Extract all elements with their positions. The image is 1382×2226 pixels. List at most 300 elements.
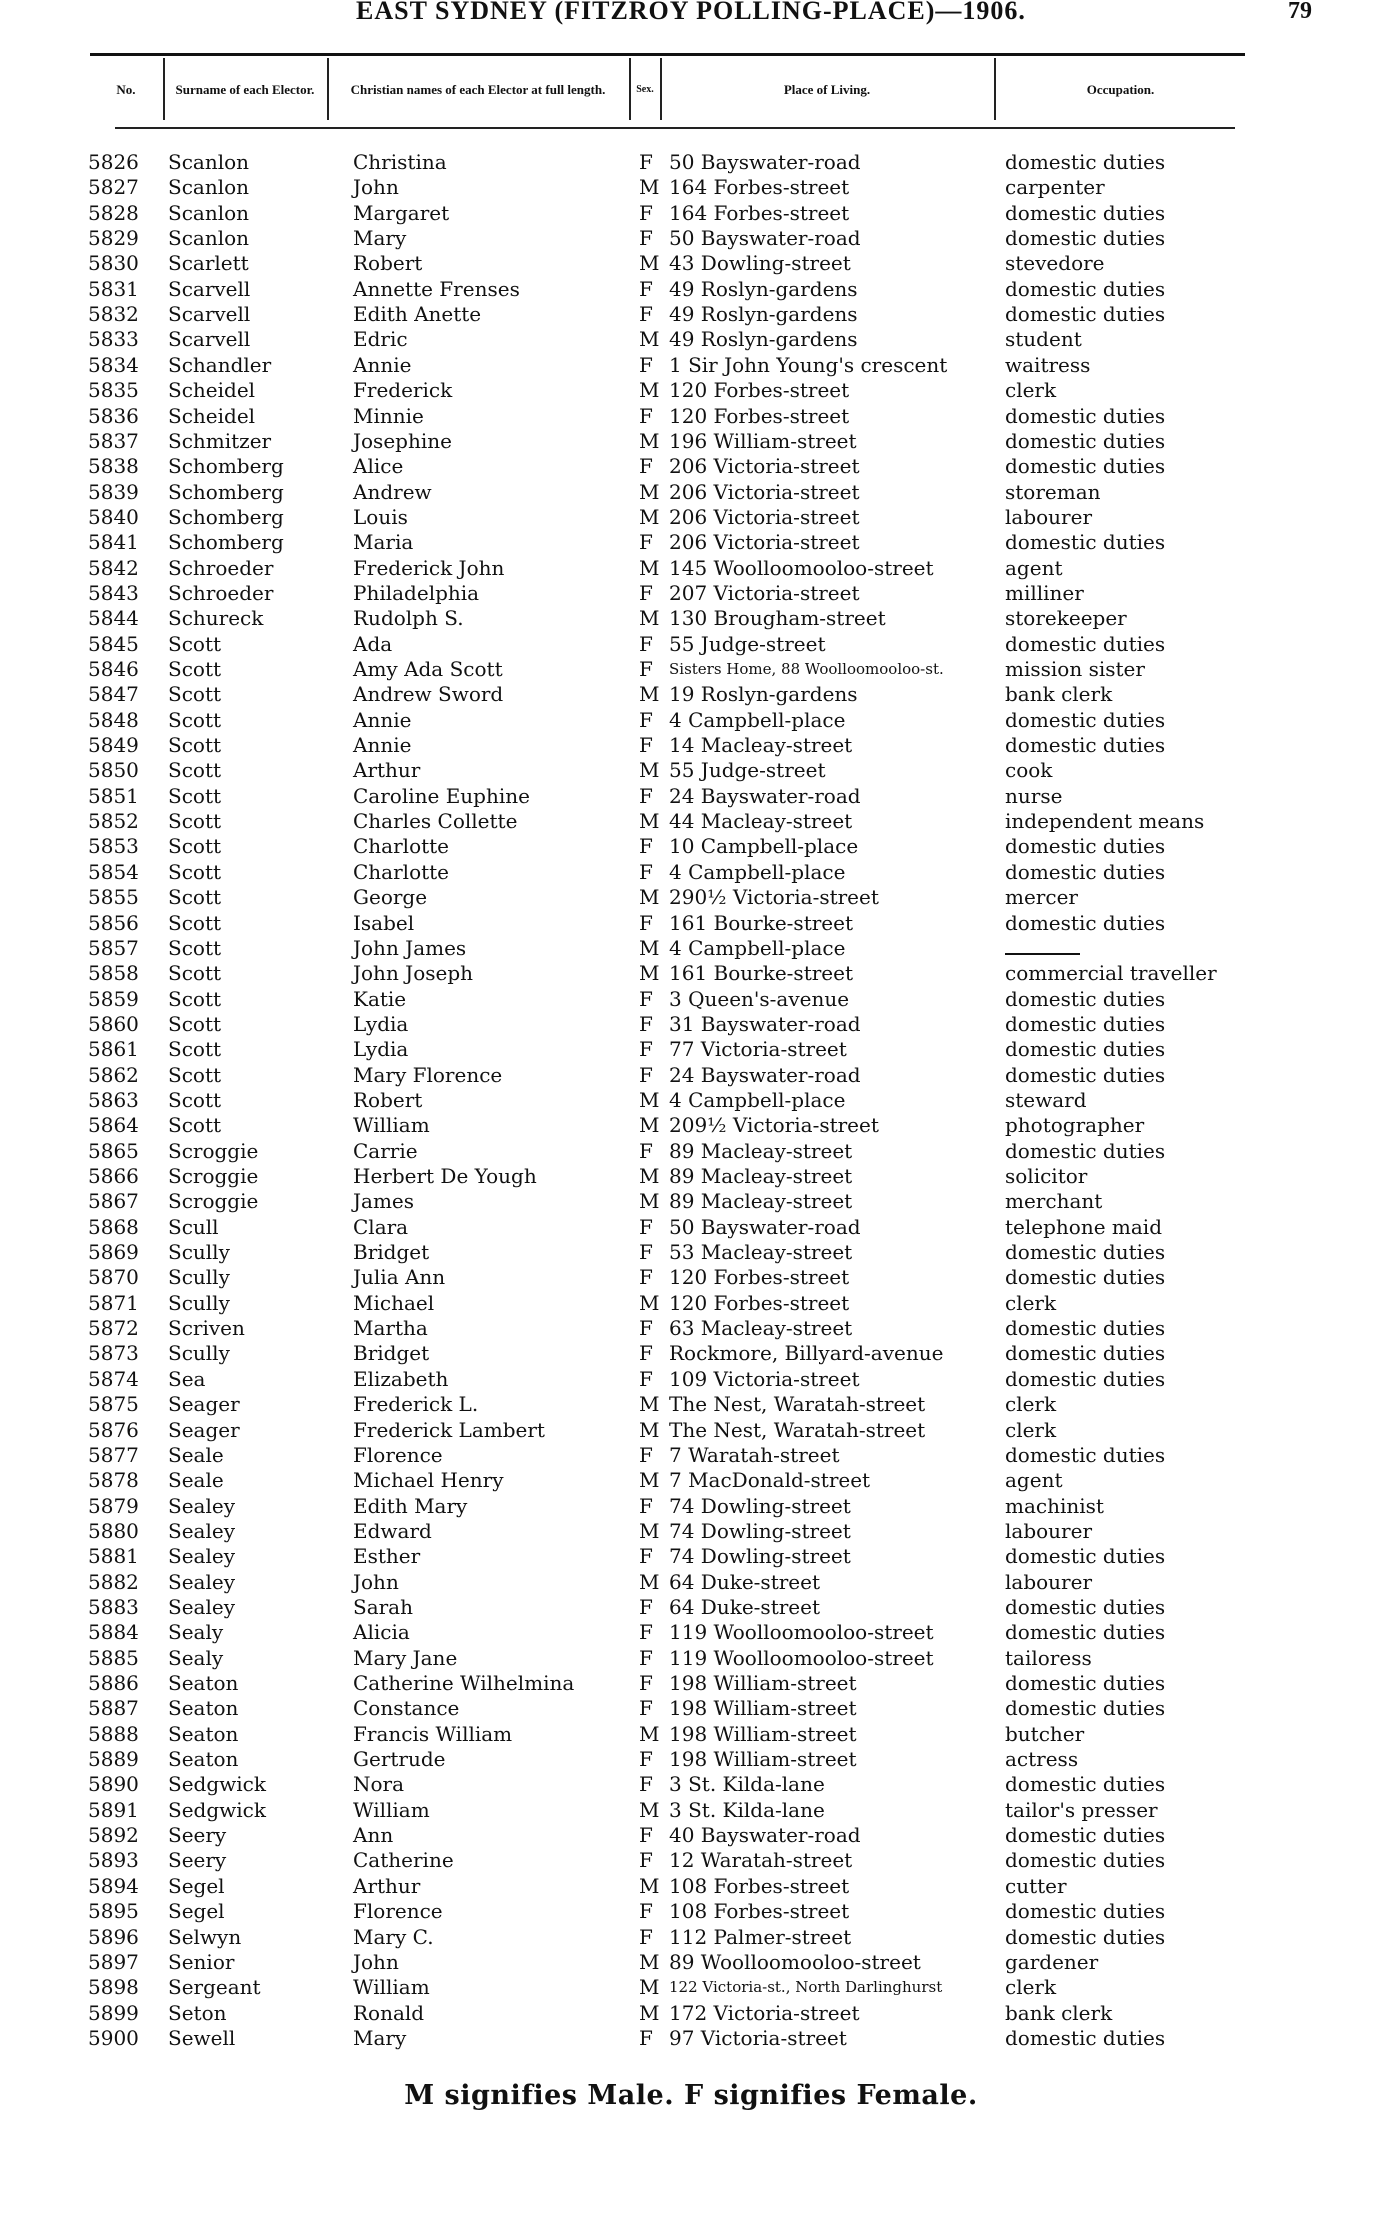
elector-place-of-living: 50 Bayswater-road: [669, 226, 861, 251]
elector-sex: M: [639, 1721, 660, 1746]
elector-surname: Seton: [168, 2000, 227, 2025]
elector-number: 5844: [88, 606, 139, 631]
elector-place-of-living: 206 Victoria-street: [669, 504, 860, 529]
column-header-row: [90, 58, 1245, 120]
elector-place-of-living: 3 Queen's-avenue: [669, 986, 850, 1011]
elector-surname: Senior: [168, 1949, 235, 1974]
elector-number: 5828: [88, 200, 139, 225]
elector-surname: Scott: [168, 733, 222, 758]
elector-number: 5836: [88, 403, 139, 428]
elector-surname: Sealey: [168, 1569, 235, 1594]
elector-number: 5880: [88, 1518, 139, 1543]
elector-sex: F: [639, 2025, 653, 2050]
elector-occupation: bank clerk: [1005, 682, 1113, 707]
elector-sex: F: [639, 403, 653, 428]
elector-number: 5881: [88, 1544, 139, 1569]
table-row: [0, 581, 1382, 606]
elector-place-of-living: 207 Victoria-street: [669, 580, 860, 605]
table-row: [0, 1468, 1382, 1493]
table-row: [0, 1215, 1382, 1240]
elector-number: 5889: [88, 1747, 139, 1772]
table-row: [0, 1494, 1382, 1519]
elector-number: 5847: [88, 682, 139, 707]
elector-surname: Segel: [168, 1873, 225, 1898]
elector-surname: Sedgwick: [168, 1797, 266, 1822]
elector-occupation: storekeeper: [1005, 606, 1127, 631]
elector-occupation: domestic duties: [1005, 1138, 1166, 1163]
elector-place-of-living: 4 Campbell-place: [669, 859, 846, 884]
elector-christian-names: Rudolph S.: [353, 606, 464, 631]
elector-place-of-living: 14 Macleay-street: [669, 733, 853, 758]
elector-occupation: merchant: [1005, 1189, 1103, 1214]
elector-occupation: domestic duties: [1005, 1848, 1166, 1873]
elector-place-of-living: 4 Campbell-place: [669, 707, 846, 732]
elector-place-of-living: Sisters Home, 88 Woolloomooloo-st.: [669, 660, 944, 678]
elector-christian-names: Robert: [353, 1087, 423, 1112]
elector-number: 5885: [88, 1645, 139, 1670]
elector-place-of-living: 55 Judge-street: [669, 758, 826, 783]
elector-christian-names: Bridget: [353, 1240, 430, 1265]
elector-place-of-living: 198 William-street: [669, 1671, 857, 1695]
elector-sex: F: [639, 1594, 653, 1619]
elector-christian-names: Frederick L.: [353, 1392, 479, 1417]
table-row: [0, 454, 1382, 479]
elector-surname: Seery: [168, 1848, 227, 1873]
elector-christian-names: Andrew Sword: [353, 682, 504, 707]
elector-occupation: domestic duties: [1005, 707, 1166, 732]
elector-number: 5898: [88, 1975, 139, 2000]
elector-occupation: cutter: [1005, 1873, 1067, 1898]
elector-occupation: clerk: [1005, 1417, 1057, 1442]
elector-place-of-living: The Nest, Waratah-street: [669, 1417, 926, 1442]
table-row: [0, 201, 1382, 226]
elector-christian-names: Gertrude: [353, 1747, 446, 1772]
table-row: [0, 961, 1382, 986]
table-row: [0, 733, 1382, 758]
elector-number: 5888: [88, 1721, 139, 1746]
elector-number: 5861: [88, 1037, 139, 1062]
elector-number: 5895: [88, 1899, 139, 1924]
elector-occupation: milliner: [1005, 580, 1084, 605]
elector-sex: F: [639, 1823, 653, 1848]
elector-place-of-living: 49 Roslyn-gardens: [669, 302, 858, 327]
elector-sex: M: [639, 1518, 660, 1543]
elector-number: 5839: [88, 479, 139, 504]
elector-sex: F: [639, 1316, 653, 1341]
elector-christian-names: Sarah: [353, 1594, 413, 1619]
column-header-surname: Surname of each Elector.: [175, 81, 315, 97]
elector-christian-names: Carrie: [353, 1138, 418, 1163]
elector-surname: Scully: [168, 1265, 230, 1290]
elector-place-of-living: 44 Macleay-street: [669, 809, 853, 834]
elector-occupation: domestic duties: [1005, 986, 1166, 1011]
elector-occupation: cook: [1005, 758, 1053, 783]
table-row: [0, 429, 1382, 454]
elector-number: 5887: [88, 1696, 139, 1721]
elector-number: 5859: [88, 986, 139, 1011]
elector-christian-names: Elizabeth: [353, 1366, 449, 1391]
elector-christian-names: Martha: [353, 1316, 428, 1341]
elector-place-of-living: 97 Victoria-street: [669, 2025, 847, 2050]
table-row: [0, 530, 1382, 555]
elector-number: 5845: [88, 631, 139, 656]
elector-christian-names: Mary Florence: [353, 1062, 503, 1087]
elector-occupation: domestic duties: [1005, 1316, 1166, 1341]
elector-place-of-living: 4 Campbell-place: [669, 1087, 846, 1112]
elector-surname: Seager: [168, 1417, 240, 1442]
table-row: [0, 834, 1382, 859]
column-header-no: No.: [116, 81, 136, 97]
elector-sex: M: [639, 885, 660, 910]
elector-place-of-living: 164 Forbes-street: [669, 175, 850, 200]
elector-sex: F: [639, 657, 653, 681]
elector-number: 5846: [88, 657, 139, 681]
top-rule: [90, 53, 1245, 56]
elector-occupation: labourer: [1005, 1518, 1093, 1543]
elector-sex: M: [639, 1797, 660, 1822]
elector-number: 5863: [88, 1087, 139, 1112]
table-row: [0, 1570, 1382, 1595]
elector-occupation: [1005, 936, 1080, 961]
elector-christian-names: Annie: [353, 707, 412, 732]
elector-christian-names: Minnie: [353, 403, 424, 428]
elector-number: 5854: [88, 859, 139, 884]
elector-christian-names: Annie: [353, 733, 412, 758]
elector-sex: M: [639, 1087, 660, 1112]
table-row: [0, 1367, 1382, 1392]
table-row: [0, 784, 1382, 809]
elector-christian-names: Margaret: [353, 200, 450, 225]
elector-christian-names: Ronald: [353, 2000, 425, 2025]
elector-surname: Scott: [168, 885, 222, 910]
elector-surname: Scott: [168, 1011, 222, 1036]
elector-surname: Selwyn: [168, 1924, 242, 1949]
elector-number: 5890: [88, 1772, 139, 1797]
elector-number: 5879: [88, 1493, 139, 1518]
elector-occupation: domestic duties: [1005, 910, 1166, 935]
sex-legend: M signifies Male. F signifies Female.: [404, 2080, 978, 2111]
elector-christian-names: William: [353, 1113, 430, 1138]
elector-christian-names: Annie: [353, 352, 412, 377]
elector-christian-names: Edith Mary: [353, 1493, 468, 1518]
elector-christian-names: Josephine: [353, 428, 452, 453]
elector-place-of-living: 89 Macleay-street: [669, 1164, 853, 1188]
elector-christian-names: Michael Henry: [353, 1468, 504, 1493]
elector-surname: Scheidel: [168, 378, 256, 403]
elector-christian-names: Ada: [353, 631, 393, 656]
elector-christian-names: William: [353, 1797, 430, 1822]
elector-number: 5869: [88, 1240, 139, 1265]
elector-christian-names: Herbert De Yough: [353, 1164, 537, 1188]
elector-surname: Scarvell: [168, 302, 251, 327]
elector-place-of-living: 40 Bayswater-road: [669, 1823, 861, 1848]
elector-christian-names: Mary C.: [353, 1924, 434, 1949]
elector-christian-names: George: [353, 885, 428, 910]
elector-place-of-living: 164 Forbes-street: [669, 200, 850, 225]
elector-number: 5838: [88, 454, 139, 479]
elector-christian-names: Charlotte: [353, 834, 450, 859]
page-title: EAST SYDNEY (FITZROY POLLING-PLACE)—1906.: [356, 0, 1026, 25]
elector-surname: Scott: [168, 682, 222, 707]
elector-number: 5867: [88, 1189, 139, 1214]
elector-occupation: domestic duties: [1005, 1037, 1166, 1062]
elector-surname: Seaton: [168, 1671, 239, 1695]
elector-occupation: solicitor: [1005, 1164, 1088, 1188]
elector-sex: M: [639, 1290, 660, 1315]
table-row: [0, 1823, 1382, 1848]
elector-occupation: photographer: [1005, 1113, 1145, 1138]
elector-sex: M: [639, 1113, 660, 1138]
elector-christian-names: Charlotte: [353, 859, 450, 884]
elector-christian-names: Annette Frenses: [353, 276, 520, 301]
elector-number: 5884: [88, 1620, 139, 1645]
table-row: [0, 1392, 1382, 1417]
elector-number: 5843: [88, 580, 139, 605]
elector-occupation: bank clerk: [1005, 2000, 1113, 2025]
table-row: [0, 1519, 1382, 1544]
elector-number: 5834: [88, 352, 139, 377]
elector-occupation: domestic duties: [1005, 1366, 1166, 1391]
elector-sex: F: [639, 707, 653, 732]
elector-surname: Seaton: [168, 1747, 239, 1772]
elector-occupation: machinist: [1005, 1493, 1104, 1518]
elector-surname: Scheidel: [168, 403, 256, 428]
elector-surname: Scanlon: [168, 150, 250, 174]
elector-occupation: labourer: [1005, 504, 1093, 529]
elector-number: 5835: [88, 378, 139, 403]
elector-christian-names: Louis: [353, 504, 408, 529]
elector-place-of-living: 196 William-street: [669, 428, 857, 453]
elector-occupation: domestic duties: [1005, 1823, 1166, 1848]
elector-surname: Scott: [168, 935, 222, 960]
elector-christian-names: Arthur: [353, 1873, 421, 1898]
elector-surname: Scott: [168, 758, 222, 783]
elector-surname: Schomberg: [168, 479, 284, 504]
elector-place-of-living: 3 St. Kilda-lane: [669, 1772, 825, 1797]
elector-occupation: domestic duties: [1005, 733, 1166, 758]
elector-number: 5868: [88, 1214, 139, 1239]
elector-sex: M: [639, 1975, 660, 2000]
elector-number: 5855: [88, 885, 139, 910]
elector-christian-names: Alicia: [353, 1620, 410, 1645]
elector-place-of-living: 24 Bayswater-road: [669, 1062, 861, 1087]
elector-place-of-living: 120 Forbes-street: [669, 1290, 850, 1315]
elector-place-of-living: 10 Campbell-place: [669, 834, 859, 859]
elector-surname: Scott: [168, 834, 222, 859]
elector-occupation: domestic duties: [1005, 1594, 1166, 1619]
table-row: [0, 353, 1382, 378]
column-header-place-of-living: Place of Living.: [783, 81, 871, 97]
table-row: [0, 632, 1382, 657]
elector-place-of-living: 19 Roslyn-gardens: [669, 682, 858, 707]
table-row: [0, 1950, 1382, 1975]
elector-place-of-living: 89 Macleay-street: [669, 1138, 853, 1163]
elector-place-of-living: 24 Bayswater-road: [669, 783, 861, 808]
elector-surname: Scott: [168, 707, 222, 732]
elector-occupation: carpenter: [1005, 175, 1105, 200]
elector-number: 5852: [88, 809, 139, 834]
elector-sex: F: [639, 1645, 653, 1670]
elector-number: 5865: [88, 1138, 139, 1163]
elector-sex: M: [639, 1873, 660, 1898]
elector-occupation: domestic duties: [1005, 1620, 1166, 1645]
elector-surname: Scott: [168, 1062, 222, 1087]
elector-place-of-living: Rockmore, Billyard-avenue: [669, 1341, 944, 1366]
elector-place-of-living: 209½ Victoria-street: [669, 1113, 879, 1138]
elector-place-of-living: 74 Dowling-street: [669, 1544, 851, 1569]
elector-surname: Scott: [168, 1037, 222, 1062]
elector-surname: Scroggie: [168, 1189, 259, 1214]
elector-number: 5874: [88, 1366, 139, 1391]
elector-number: 5875: [88, 1392, 139, 1417]
elector-place-of-living: 120 Forbes-street: [669, 403, 850, 428]
elector-occupation: domestic duties: [1005, 428, 1166, 453]
elector-occupation: mission sister: [1005, 657, 1145, 681]
elector-place-of-living: 3 St. Kilda-lane: [669, 1797, 825, 1822]
elector-surname: Sergeant: [168, 1975, 261, 2000]
elector-occupation: storeman: [1005, 479, 1101, 504]
elector-christian-names: Alice: [353, 454, 404, 479]
elector-surname: Scriven: [168, 1316, 245, 1341]
elector-christian-names: Constance: [353, 1696, 460, 1721]
elector-sex: M: [639, 606, 660, 631]
table-row: [0, 556, 1382, 581]
elector-place-of-living: 31 Bayswater-road: [669, 1011, 861, 1036]
elector-sex: F: [639, 1011, 653, 1036]
elector-occupation: tailor's presser: [1005, 1797, 1158, 1822]
elector-sex: M: [639, 1189, 660, 1214]
column-header-christian-names: Christian names of each Elector at full length.: [350, 81, 606, 97]
elector-number: 5896: [88, 1924, 139, 1949]
elector-surname: Scarvell: [168, 327, 251, 352]
elector-christian-names: Catherine Wilhelmina: [353, 1671, 575, 1695]
elector-place-of-living: 12 Waratah-street: [669, 1848, 853, 1873]
elector-place-of-living: 53 Macleay-street: [669, 1240, 853, 1265]
table-row: [0, 302, 1382, 327]
elector-number: 5849: [88, 733, 139, 758]
table-row: [0, 1139, 1382, 1164]
elector-christian-names: Philadelphia: [353, 580, 480, 605]
elector-number: 5878: [88, 1468, 139, 1493]
elector-number: 5894: [88, 1873, 139, 1898]
elector-sex: M: [639, 1468, 660, 1493]
table-row: [0, 226, 1382, 251]
elector-place-of-living: 50 Bayswater-road: [669, 150, 861, 174]
elector-occupation: domestic duties: [1005, 276, 1166, 301]
elector-sex: F: [639, 986, 653, 1011]
elector-sex: F: [639, 1620, 653, 1645]
elector-place-of-living: 74 Dowling-street: [669, 1493, 851, 1518]
table-row: [0, 378, 1382, 403]
elector-number: 5850: [88, 758, 139, 783]
table-row: [0, 1874, 1382, 1899]
table-row: [0, 505, 1382, 530]
table-row: [0, 1418, 1382, 1443]
elector-sex: M: [639, 1392, 660, 1417]
elector-occupation: steward: [1005, 1087, 1087, 1112]
elector-sex: F: [639, 1696, 653, 1721]
elector-number: 5841: [88, 530, 139, 555]
elector-surname: Sealey: [168, 1518, 235, 1543]
elector-place-of-living: 89 Macleay-street: [669, 1189, 853, 1214]
elector-christian-names: Florence: [353, 1899, 443, 1924]
elector-christian-names: Isabel: [353, 910, 415, 935]
elector-place-of-living: 290½ Victoria-street: [669, 885, 879, 910]
elector-surname: Scully: [168, 1240, 230, 1265]
elector-surname: Sealey: [168, 1544, 235, 1569]
elector-sex: F: [639, 1265, 653, 1290]
elector-number: 5866: [88, 1164, 139, 1188]
elector-christian-names: Catherine: [353, 1848, 454, 1873]
table-row: [0, 936, 1382, 961]
table-row: [0, 1595, 1382, 1620]
elector-surname: Schroeder: [168, 580, 274, 605]
elector-place-of-living: 109 Victoria-street: [669, 1366, 860, 1391]
table-row: [0, 1925, 1382, 1950]
elector-sex: F: [639, 859, 653, 884]
elector-christian-names: Julia Ann: [353, 1265, 446, 1290]
elector-surname: Seery: [168, 1823, 227, 1848]
elector-sex: F: [639, 1366, 653, 1391]
elector-place-of-living: 120 Forbes-street: [669, 378, 850, 403]
table-row: [0, 175, 1382, 200]
elector-occupation: waitress: [1005, 352, 1091, 377]
elector-occupation: domestic duties: [1005, 454, 1166, 479]
elector-surname: Seale: [168, 1468, 224, 1493]
column-header-occupation: Occupation.: [1086, 81, 1155, 97]
elector-surname: Scott: [168, 783, 222, 808]
table-row: [0, 1772, 1382, 1797]
column-header-sex: Sex.: [636, 83, 654, 95]
table-row: [0, 657, 1382, 682]
elector-number: 5831: [88, 276, 139, 301]
elector-occupation: labourer: [1005, 1569, 1093, 1594]
elector-occupation: butcher: [1005, 1721, 1085, 1746]
elector-place-of-living: 89 Woolloomooloo-street: [669, 1949, 921, 1974]
elector-place-of-living: 172 Victoria-street: [669, 2000, 860, 2025]
elector-number: 5860: [88, 1011, 139, 1036]
table-row: [0, 277, 1382, 302]
elector-christian-names: Katie: [353, 986, 407, 1011]
table-row: [0, 150, 1382, 175]
table-row: [0, 1798, 1382, 1823]
elector-occupation: domestic duties: [1005, 200, 1166, 225]
elector-sex: M: [639, 758, 660, 783]
elector-number: 5848: [88, 707, 139, 732]
elector-sex: F: [639, 1899, 653, 1924]
elector-sex: M: [639, 1164, 660, 1188]
elector-occupation: gardener: [1005, 1949, 1099, 1974]
elector-occupation: telephone maid: [1005, 1214, 1162, 1239]
table-row: [0, 1899, 1382, 1924]
elector-sex: F: [639, 200, 653, 225]
table-row: [0, 2026, 1382, 2051]
elector-occupation: domestic duties: [1005, 1341, 1166, 1366]
elector-number: 5870: [88, 1265, 139, 1290]
elector-surname: Schomberg: [168, 454, 284, 479]
elector-surname: Seaton: [168, 1696, 239, 1721]
elector-place-of-living: 108 Forbes-street: [669, 1873, 850, 1898]
elector-surname: Schomberg: [168, 530, 284, 555]
table-row: [0, 1240, 1382, 1265]
elector-sex: F: [639, 1848, 653, 1873]
elector-number: 5873: [88, 1341, 139, 1366]
elector-sex: F: [639, 1772, 653, 1797]
table-row: [0, 606, 1382, 631]
elector-sex: F: [639, 1341, 653, 1366]
elector-surname: Scott: [168, 631, 222, 656]
elector-place-of-living: 4 Campbell-place: [669, 935, 846, 960]
